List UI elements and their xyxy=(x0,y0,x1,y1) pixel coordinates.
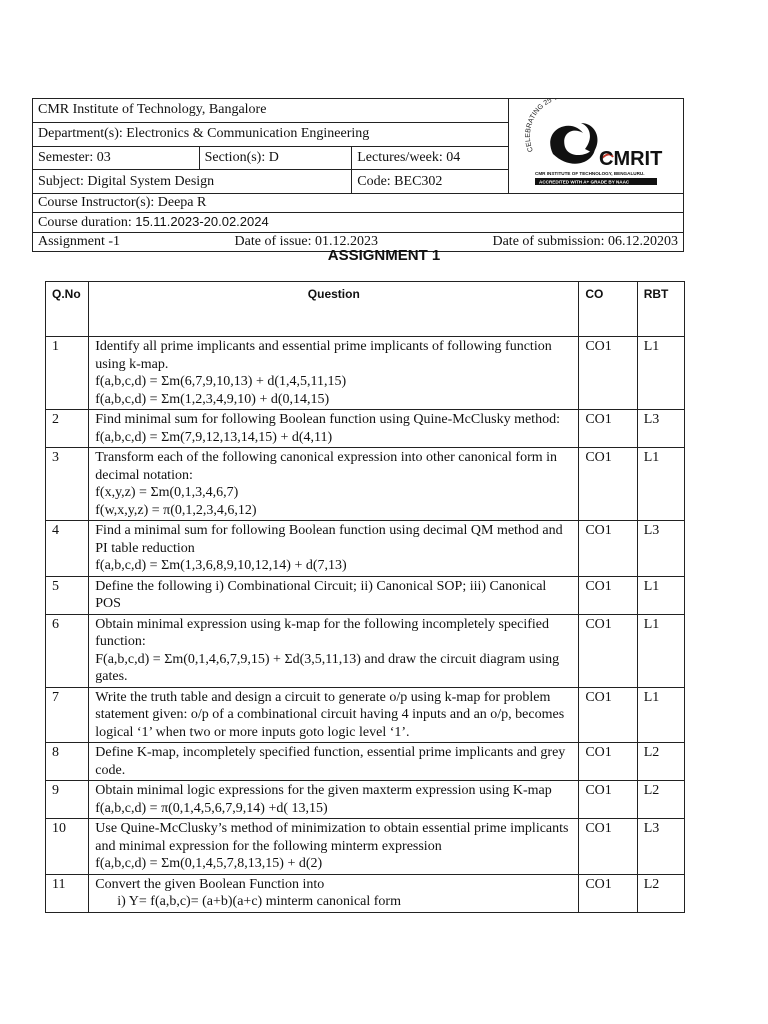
course-duration-value: 15.11.2023-20.02.2024 xyxy=(135,214,269,229)
course-outcome: CO1 xyxy=(579,337,637,410)
question-text: Find minimal sum for following Boolean function using Quine-McClusky method: f(a,b,c,d) = Σm(7,9,12,13,14,15) + d(4,11) xyxy=(89,410,579,448)
course-outcome: CO1 xyxy=(579,743,637,781)
course-header-table xyxy=(32,98,684,252)
header-rbt: RBT xyxy=(637,282,684,337)
date-of-issue: Date of issue: 01.12.2023 xyxy=(234,234,379,249)
course-outcome: CO1 xyxy=(579,576,637,614)
rbt-level: L2 xyxy=(637,743,684,781)
question-text: Identify all prime implicants and essential prime implicants of following function using k-map. f(a,b,c,d) = Σm(6,7,9,10,13) + d(1,4,5,11,15) f(a,b,c,d) = Σm(1,2,3,4,9,10) + d(0,14,15) xyxy=(89,337,579,410)
table-row xyxy=(46,614,685,687)
rbt-level: L2 xyxy=(637,874,684,912)
course-duration-label: Course duration: xyxy=(38,215,136,230)
page-title: ASSIGNMENT 1 xyxy=(327,247,441,264)
question-number: 8 xyxy=(46,743,89,781)
lectures-per-week: Lectures/week: 04 xyxy=(352,146,509,170)
question-number: 5 xyxy=(46,576,89,614)
cmrit-logo xyxy=(508,99,683,194)
course-outcome: CO1 xyxy=(579,874,637,912)
table-row xyxy=(46,448,685,521)
department: Department(s): Electronics & Communication Engineering xyxy=(33,122,509,146)
rbt-level: L1 xyxy=(637,337,684,410)
subject: Subject: Digital System Design xyxy=(33,170,352,194)
section: Section(s): D xyxy=(199,146,352,170)
question-text: Write the truth table and design a circuit to generate o/p using k-map for problem statement given: o/p of a combinational circuit having 4 inputs and an o/p, becomes logical ‘1’ when two or more inputs goto logic level ‘1’. xyxy=(89,687,579,743)
rbt-level: L3 xyxy=(637,819,684,875)
course-instructor: Course Instructor(s): Deepa R xyxy=(33,194,684,213)
question-text: Obtain minimal expression using k-map for the following incompletely specified function: F(a,b,c,d) = Σm(0,1,4,6,7,9,15) + Σd(3,5,11,13) and draw the circuit diagram using gates. xyxy=(89,614,579,687)
course-outcome: CO1 xyxy=(579,819,637,875)
question-number: 3 xyxy=(46,448,89,521)
question-number: 1 xyxy=(46,337,89,410)
rbt-level: L3 xyxy=(637,410,684,448)
rbt-level: L2 xyxy=(637,781,684,819)
question-number: 7 xyxy=(46,687,89,743)
question-number: 2 xyxy=(46,410,89,448)
institute-name: CMR Institute of Technology, Bangalore xyxy=(33,99,509,123)
question-text: Convert the given Boolean Function into i) Y= f(a,b,c)= (a+b)(a+c) minterm canonical form xyxy=(89,874,579,912)
question-number: 10 xyxy=(46,819,89,875)
question-number: 4 xyxy=(46,521,89,577)
question-number: 9 xyxy=(46,781,89,819)
question-text: Transform each of the following canonical expression into other canonical form in decimal notation: f(x,y,z) = Σm(0,1,3,4,6,7) f(w,x,y,z) = π(0,1,2,3,4,6,12) xyxy=(89,448,579,521)
question-number: 6 xyxy=(46,614,89,687)
question-text: Obtain minimal logic expressions for the given maxterm expression using K-map f(a,b,c,d) = π(0,1,4,5,6,7,9,14) +d( 13,15) xyxy=(89,781,579,819)
table-row xyxy=(46,874,685,912)
table-row xyxy=(46,410,685,448)
logo-arc-text: CELEBRATING 25 xyxy=(524,99,554,153)
semester: Semester: 03 xyxy=(33,146,200,170)
rbt-level: L1 xyxy=(637,448,684,521)
question-subpart: i) Y= f(a,b,c)= (a+b)(a+c) minterm canonical form xyxy=(117,894,401,909)
table-row xyxy=(46,781,685,819)
course-code: Code: BEC302 xyxy=(352,170,509,194)
question-text: Find a minimal sum for following Boolean function using decimal QM method and PI table reduction f(a,b,c,d) = Σm(1,3,6,8,9,10,12,14) + d(7,13) xyxy=(89,521,579,577)
table-row xyxy=(46,687,685,743)
logo-sub2: ACCREDITED WITH A+ GRADE BY NAAC xyxy=(538,179,630,185)
course-outcome: CO1 xyxy=(579,410,637,448)
cmrit-logo-icon xyxy=(511,99,681,187)
header-qno: Q.No xyxy=(46,282,89,337)
course-outcome: CO1 xyxy=(579,687,637,743)
rbt-level: L1 xyxy=(637,614,684,687)
table-row xyxy=(46,743,685,781)
header-co: CO xyxy=(579,282,637,337)
header-question: Question xyxy=(89,282,579,337)
question-text: Define the following i) Combinational Circuit; ii) Canonical SOP; iii) Canonical POS xyxy=(89,576,579,614)
table-row xyxy=(46,521,685,577)
course-outcome: CO1 xyxy=(579,521,637,577)
course-duration xyxy=(33,213,684,233)
table-row xyxy=(46,819,685,875)
rbt-level: L3 xyxy=(637,521,684,577)
table-row xyxy=(46,576,685,614)
course-outcome: CO1 xyxy=(579,781,637,819)
rbt-level: L1 xyxy=(637,687,684,743)
question-text: Use Quine-McClusky’s method of minimization to obtain essential prime implicants and minimal expression for the following minterm expression f(a,b,c,d) = Σm(0,1,4,5,7,8,13,15) + d(2) xyxy=(89,819,579,875)
rbt-level: L1 xyxy=(637,576,684,614)
question-number: 11 xyxy=(46,874,89,912)
questions-table xyxy=(45,281,685,913)
logo-sub1: CMR INSTITUTE OF TECHNOLOGY, BENGALURU. xyxy=(534,171,645,176)
date-of-submission: Date of submission: 06.12.20203 xyxy=(492,234,678,249)
table-row xyxy=(46,337,685,410)
logo-brand: CMRIT xyxy=(598,148,663,170)
course-outcome: CO1 xyxy=(579,448,637,521)
course-outcome: CO1 xyxy=(579,614,637,687)
assignment-number: Assignment -1 xyxy=(38,234,121,249)
question-text: Define K-map, incompletely specified function, essential prime implicants and grey code. xyxy=(89,743,579,781)
